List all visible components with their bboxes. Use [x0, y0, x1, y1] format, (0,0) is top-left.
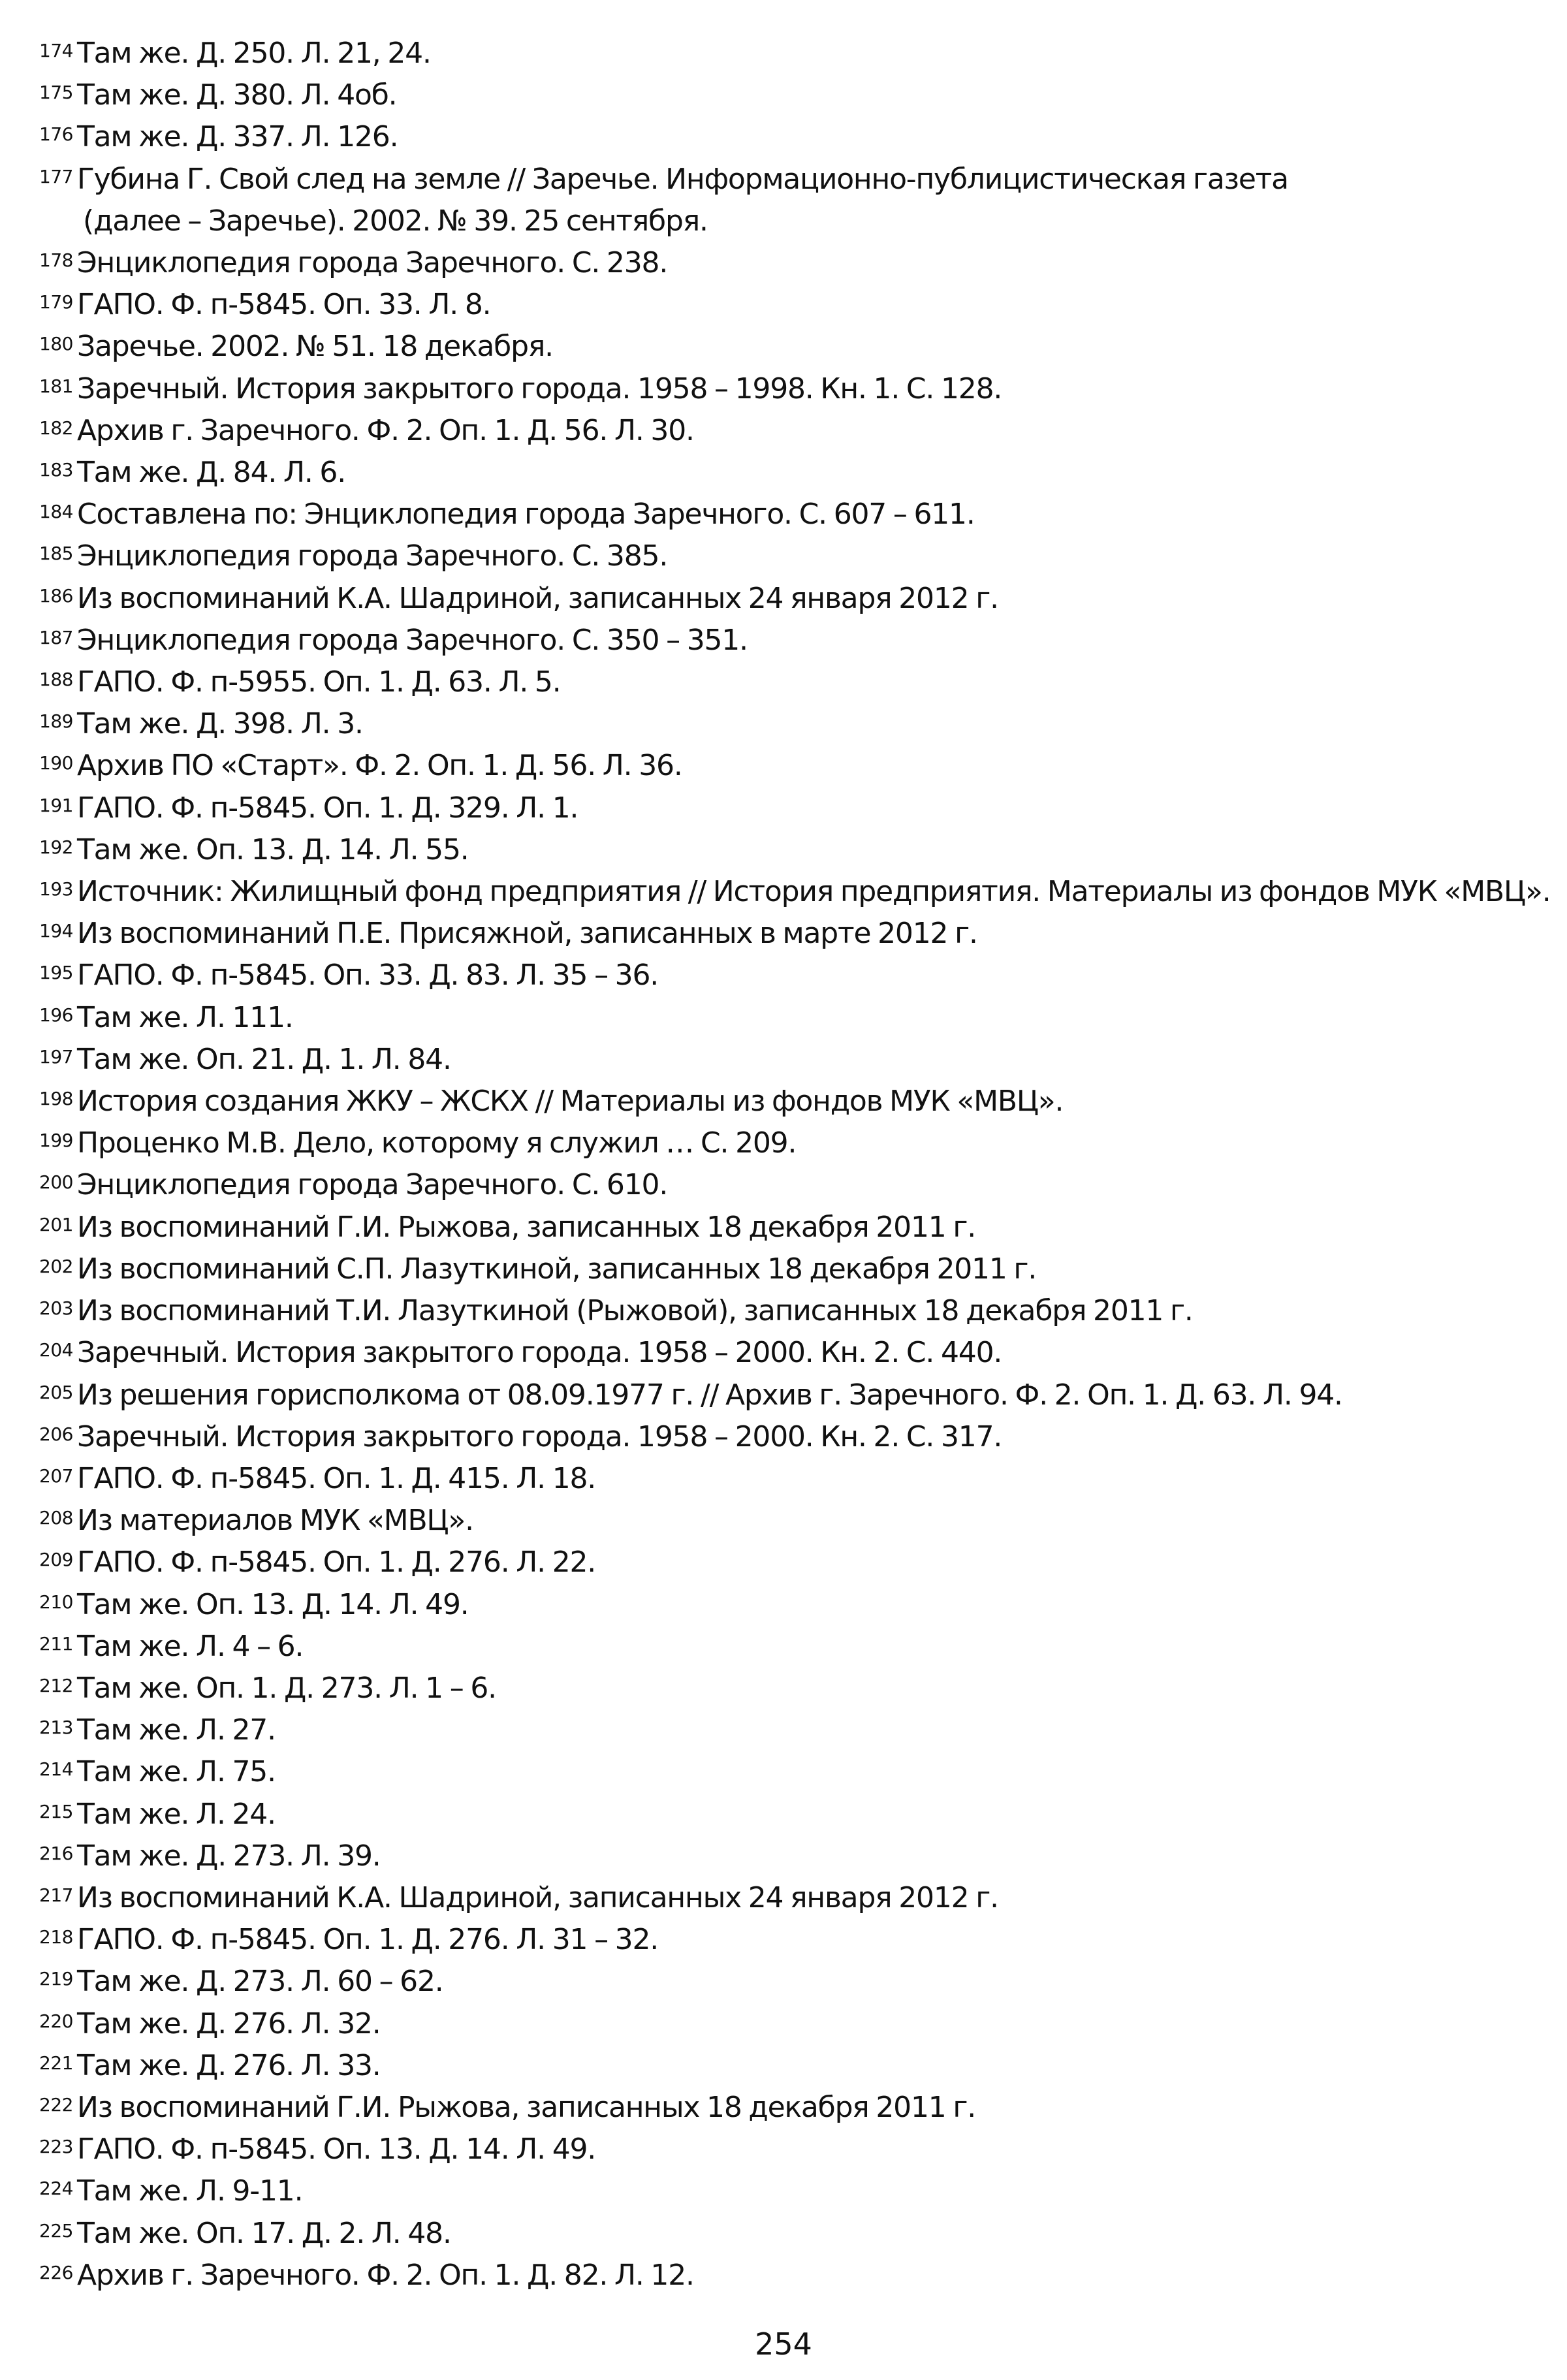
footnote-193 [39, 871, 1551, 913]
footnote-text: Энциклопедия города Заречного. С. 350 – 351. [76, 623, 748, 657]
footnote-177-continuation: (далее – Заречье). 2002. № 39. 25 сентября. [83, 204, 708, 238]
footnote-206 [39, 1416, 1541, 1458]
footnote-187 [39, 620, 1541, 661]
footnote-number: 216 [39, 1842, 73, 1864]
footnote-text: Там же. Д. 276. Л. 33. [76, 2048, 381, 2082]
footnote-text: Там же. Л. 9-11. [76, 2174, 303, 2208]
footnote-210 [39, 1584, 1541, 1626]
footnote-201 [39, 1207, 1541, 1248]
footnote-number: 197 [39, 1045, 73, 1068]
footnote-number: 222 [39, 2093, 73, 2116]
footnote-212 [39, 1668, 1541, 1709]
footnote-number: 219 [39, 1968, 73, 1990]
footnote-number: 188 [39, 669, 73, 691]
footnote-184 [39, 494, 1541, 535]
footnote-220 [39, 2003, 1541, 2045]
footnote-text: Из воспоминаний К.А. Шадриной, записанных 24 января 2012 г. [76, 1880, 998, 1914]
footnote-text: Там же. Оп. 21. Д. 1. Л. 84. [76, 1042, 451, 1076]
footnote-226 [39, 2255, 1541, 2296]
footnote-203 [39, 1290, 1541, 1332]
footnote-text: ГАПО. Ф. п-5845. Оп. 1. Д. 329. Л. 1. [76, 791, 578, 825]
footnote-174 [39, 33, 1541, 74]
footnote-text: Там же. Д. 398. Л. 3. [76, 707, 363, 741]
footnote-text: Энциклопедия города Заречного. С. 238. [76, 246, 668, 280]
footnote-216 [39, 1835, 1541, 1877]
footnote-number: 223 [39, 2136, 73, 2158]
footnote-text: Там же. Л. 24. [76, 1797, 276, 1831]
footnote-number: 213 [39, 1717, 73, 1739]
footnote-177 [39, 159, 1541, 200]
footnote-text: Из воспоминаний Г.И. Рыжова, записанных 18 декабря 2011 г. [76, 2090, 976, 2124]
footnote-text: Составлена по: Энциклопедия города Заречного. С. 607 – 611. [76, 498, 975, 532]
footnote-211 [39, 1626, 1541, 1668]
footnote-194 [39, 913, 1541, 955]
footnote-number: 203 [39, 1297, 73, 1320]
footnote-number: 209 [39, 1549, 73, 1571]
footnote-number: 179 [39, 291, 73, 313]
footnote-198 [39, 1081, 1541, 1122]
footnote-number: 187 [39, 626, 73, 648]
footnote-text: Там же. Д. 84. Л. 6. [76, 456, 346, 490]
footnote-188 [39, 661, 1541, 703]
footnote-text: Заречный. История закрытого города. 1958 – 2000. Кн. 2. С. 440. [76, 1336, 1002, 1370]
footnote-text: Там же. Л. 27. [76, 1713, 276, 1747]
footnote-number: 214 [39, 1758, 73, 1781]
footnote-number: 215 [39, 1800, 73, 1822]
footnote-text: Архив г. Заречного. Ф. 2. Оп. 1. Д. 56. Л. 30. [76, 413, 694, 447]
footnote-text: Там же. Д. 380. Л. 4об. [76, 78, 397, 112]
footnote-215 [39, 1794, 1541, 1835]
footnote-224 [39, 2170, 1541, 2212]
footnote-text: ГАПО. Ф. п-5845. Оп. 1. Д. 415. Л. 18. [76, 1461, 596, 1495]
footnote-196 [39, 997, 1541, 1039]
footnote-number: 186 [39, 584, 73, 607]
footnote-text: Из воспоминаний Г.И. Рыжова, записанных 18 декабря 2011 г. [76, 1210, 976, 1244]
footnote-number: 196 [39, 1004, 73, 1026]
footnote-191 [39, 787, 1541, 829]
footnote-number: 210 [39, 1591, 73, 1613]
footnote-186 [39, 578, 1541, 620]
footnote-number: 206 [39, 1423, 73, 1445]
footnote-number: 183 [39, 459, 73, 481]
footnote-number: 200 [39, 1171, 73, 1194]
footnote-176 [39, 116, 1541, 158]
footnote-text: Архив г. Заречного. Ф. 2. Оп. 1. Д. 82. Л. 12. [76, 2258, 694, 2292]
footnote-222 [39, 2087, 1541, 2129]
footnote-text: Из воспоминаний С.П. Лазуткиной, записанных 18 декабря 2011 г. [76, 1252, 1037, 1286]
footnote-text: Там же. Оп. 13. Д. 14. Л. 55. [76, 833, 469, 866]
footnote-number: 221 [39, 2052, 73, 2074]
footnote-number: 177 [39, 165, 73, 187]
footnote-204 [39, 1332, 1541, 1374]
footnote-number: 189 [39, 710, 73, 733]
footnote-number: 218 [39, 1926, 73, 1948]
footnote-number: 205 [39, 1381, 73, 1403]
footnote-text: Источник: Жилищный фонд предприятия // История предприятия. Материалы из фондов МУК «МВЦ». [76, 875, 1551, 909]
footnote-number: 211 [39, 1632, 73, 1655]
footnote-180 [39, 326, 1541, 368]
footnote-185 [39, 535, 1541, 577]
footnote-200 [39, 1164, 1541, 1206]
footnote-number: 181 [39, 375, 73, 397]
footnote-190 [39, 745, 1541, 787]
footnote-number: 174 [39, 40, 73, 61]
footnote-text: ГАПО. Ф. п-5845. Оп. 33. Л. 8. [76, 288, 491, 322]
footnote-number: 202 [39, 1255, 73, 1277]
footnote-number: 226 [39, 2261, 73, 2283]
footnote-text: Проценко М.В. Дело, которому я служил … С. 209. [76, 1126, 797, 1160]
footnote-209 [39, 1542, 1541, 1583]
footnote-number: 207 [39, 1465, 73, 1487]
footnote-number: 220 [39, 2010, 73, 2032]
footnote-text: Из воспоминаний К.А. Шадриной, записанных 24 января 2012 г. [76, 581, 998, 615]
footnote-number: 185 [39, 543, 73, 565]
footnote-text: ГАПО. Ф. п-5845. Оп. 1. Д. 276. Л. 22. [76, 1546, 596, 1579]
footnote-text: Из воспоминаний Т.И. Лазуткиной (Рыжовой), записанных 18 декабря 2011 г. [76, 1294, 1193, 1328]
footnote-text: Энциклопедия города Заречного. С. 610. [76, 1168, 668, 1202]
footnote-text: Там же. Д. 273. Л. 39. [76, 1839, 381, 1873]
footnote-text: История создания ЖКУ – ЖСКХ // Материалы из фондов МУК «МВЦ». [76, 1085, 1064, 1119]
footnote-number: 195 [39, 962, 73, 984]
footnote-number: 193 [39, 878, 73, 900]
footnote-number: 180 [39, 333, 73, 355]
footnote-text: Там же. Л. 4 – 6. [76, 1629, 304, 1663]
footnote-number: 199 [39, 1130, 73, 1152]
footnote-175 [39, 74, 1541, 116]
footnote-202 [39, 1248, 1541, 1290]
footnote-text: Из материалов МУК «МВЦ». [76, 1504, 473, 1538]
footnote-text: Там же. Д. 276. Л. 32. [76, 2007, 381, 2040]
footnote-text: Заречный. История закрытого города. 1958 – 2000. Кн. 2. С. 317. [76, 1420, 1002, 1453]
footnote-text: Заречный. История закрытого города. 1958 – 1998. Кн. 1. С. 128. [76, 372, 1002, 405]
footnote-208 [39, 1500, 1541, 1542]
footnote-text: ГАПО. Ф. п-5955. Оп. 1. Д. 63. Л. 5. [76, 665, 561, 699]
footnote-213 [39, 1709, 1541, 1751]
footnote-192 [39, 829, 1541, 871]
footnote-181 [39, 368, 1541, 410]
footnote-text: Из воспоминаний П.Е. Присяжной, записанных в марте 2012 г. [76, 917, 977, 951]
footnote-number: 224 [39, 2178, 73, 2200]
footnote-207 [39, 1458, 1541, 1500]
footnote-number: 190 [39, 752, 73, 774]
footnote-text: Из решения горисполкома от 08.09.1977 г. // Архив г. Заречного. Ф. 2. Оп. 1. Д. 63. Л. 94. [76, 1378, 1342, 1412]
footnote-number: 217 [39, 1884, 73, 1906]
footnote-195 [39, 955, 1541, 996]
footnote-189 [39, 703, 1541, 745]
footnote-218 [39, 1919, 1541, 1961]
footnote-text: ГАПО. Ф. п-5845. Оп. 1. Д. 276. Л. 31 – 32. [76, 1923, 659, 1957]
footnote-225 [39, 2213, 1541, 2255]
footnote-number: 198 [39, 1088, 73, 1110]
footnote-221 [39, 2045, 1541, 2087]
footnote-number: 225 [39, 2219, 73, 2242]
footnote-number: 178 [39, 249, 73, 272]
footnote-217 [39, 1877, 1541, 1919]
footnote-text: Там же. Оп. 1. Д. 273. Л. 1 – 6. [76, 1671, 496, 1705]
footnote-text: Там же. Д. 273. Л. 60 – 62. [76, 1965, 443, 1999]
footnote-179 [39, 284, 1541, 326]
footnote-number: 204 [39, 1339, 73, 1361]
footnote-number: 191 [39, 794, 73, 816]
footnote-text: Заречье. 2002. № 51. 18 декабря. [76, 330, 553, 364]
footnote-number: 192 [39, 836, 73, 858]
footnote-214 [39, 1751, 1541, 1793]
footnote-number: 212 [39, 1674, 73, 1696]
footnote-199 [39, 1122, 1541, 1164]
footnote-223 [39, 2129, 1541, 2170]
footnote-text: Там же. Л. 111. [76, 1000, 293, 1034]
footnote-text: Там же. Д. 337. Л. 126. [76, 120, 398, 154]
footnotes-list [39, 33, 1551, 2296]
footnote-219 [39, 1961, 1541, 2003]
footnote-text: Архив ПО «Старт». Ф. 2. Оп. 1. Д. 56. Л. 36. [76, 749, 682, 783]
footnote-text: Там же. Оп. 13. Д. 14. Л. 49. [76, 1587, 469, 1621]
footnote-number: 176 [39, 123, 73, 146]
footnote-number: 175 [39, 82, 73, 104]
footnote-text: Там же. Л. 75. [76, 1755, 276, 1789]
footnote-178 [39, 242, 1541, 284]
footnote-number: 201 [39, 1213, 73, 1235]
footnote-number: 194 [39, 920, 73, 942]
footnote-text: ГАПО. Ф. п-5845. Оп. 33. Д. 83. Л. 35 – 36. [76, 959, 659, 992]
footnote-text: Энциклопедия города Заречного. С. 385. [76, 539, 668, 573]
footnote-text: Там же. Д. 250. Л. 21, 24. [76, 37, 431, 70]
footnote-205 [39, 1374, 1541, 1416]
page-number: 254 [755, 2326, 812, 2362]
footnote-183 [39, 452, 1541, 494]
footnote-number: 182 [39, 417, 73, 439]
footnote-197 [39, 1039, 1541, 1081]
footnote-text: Губина Г. Свой след на земле // Заречье. Информационно-публицистическая газета [76, 162, 1288, 196]
footnote-182 [39, 410, 1541, 452]
footnote-text: ГАПО. Ф. п-5845. Оп. 13. Д. 14. Л. 49. [76, 2133, 596, 2166]
footnote-number: 208 [39, 1507, 73, 1529]
footnote-number: 184 [39, 501, 73, 523]
footnote-text: Там же. Оп. 17. Д. 2. Л. 48. [76, 2216, 451, 2250]
